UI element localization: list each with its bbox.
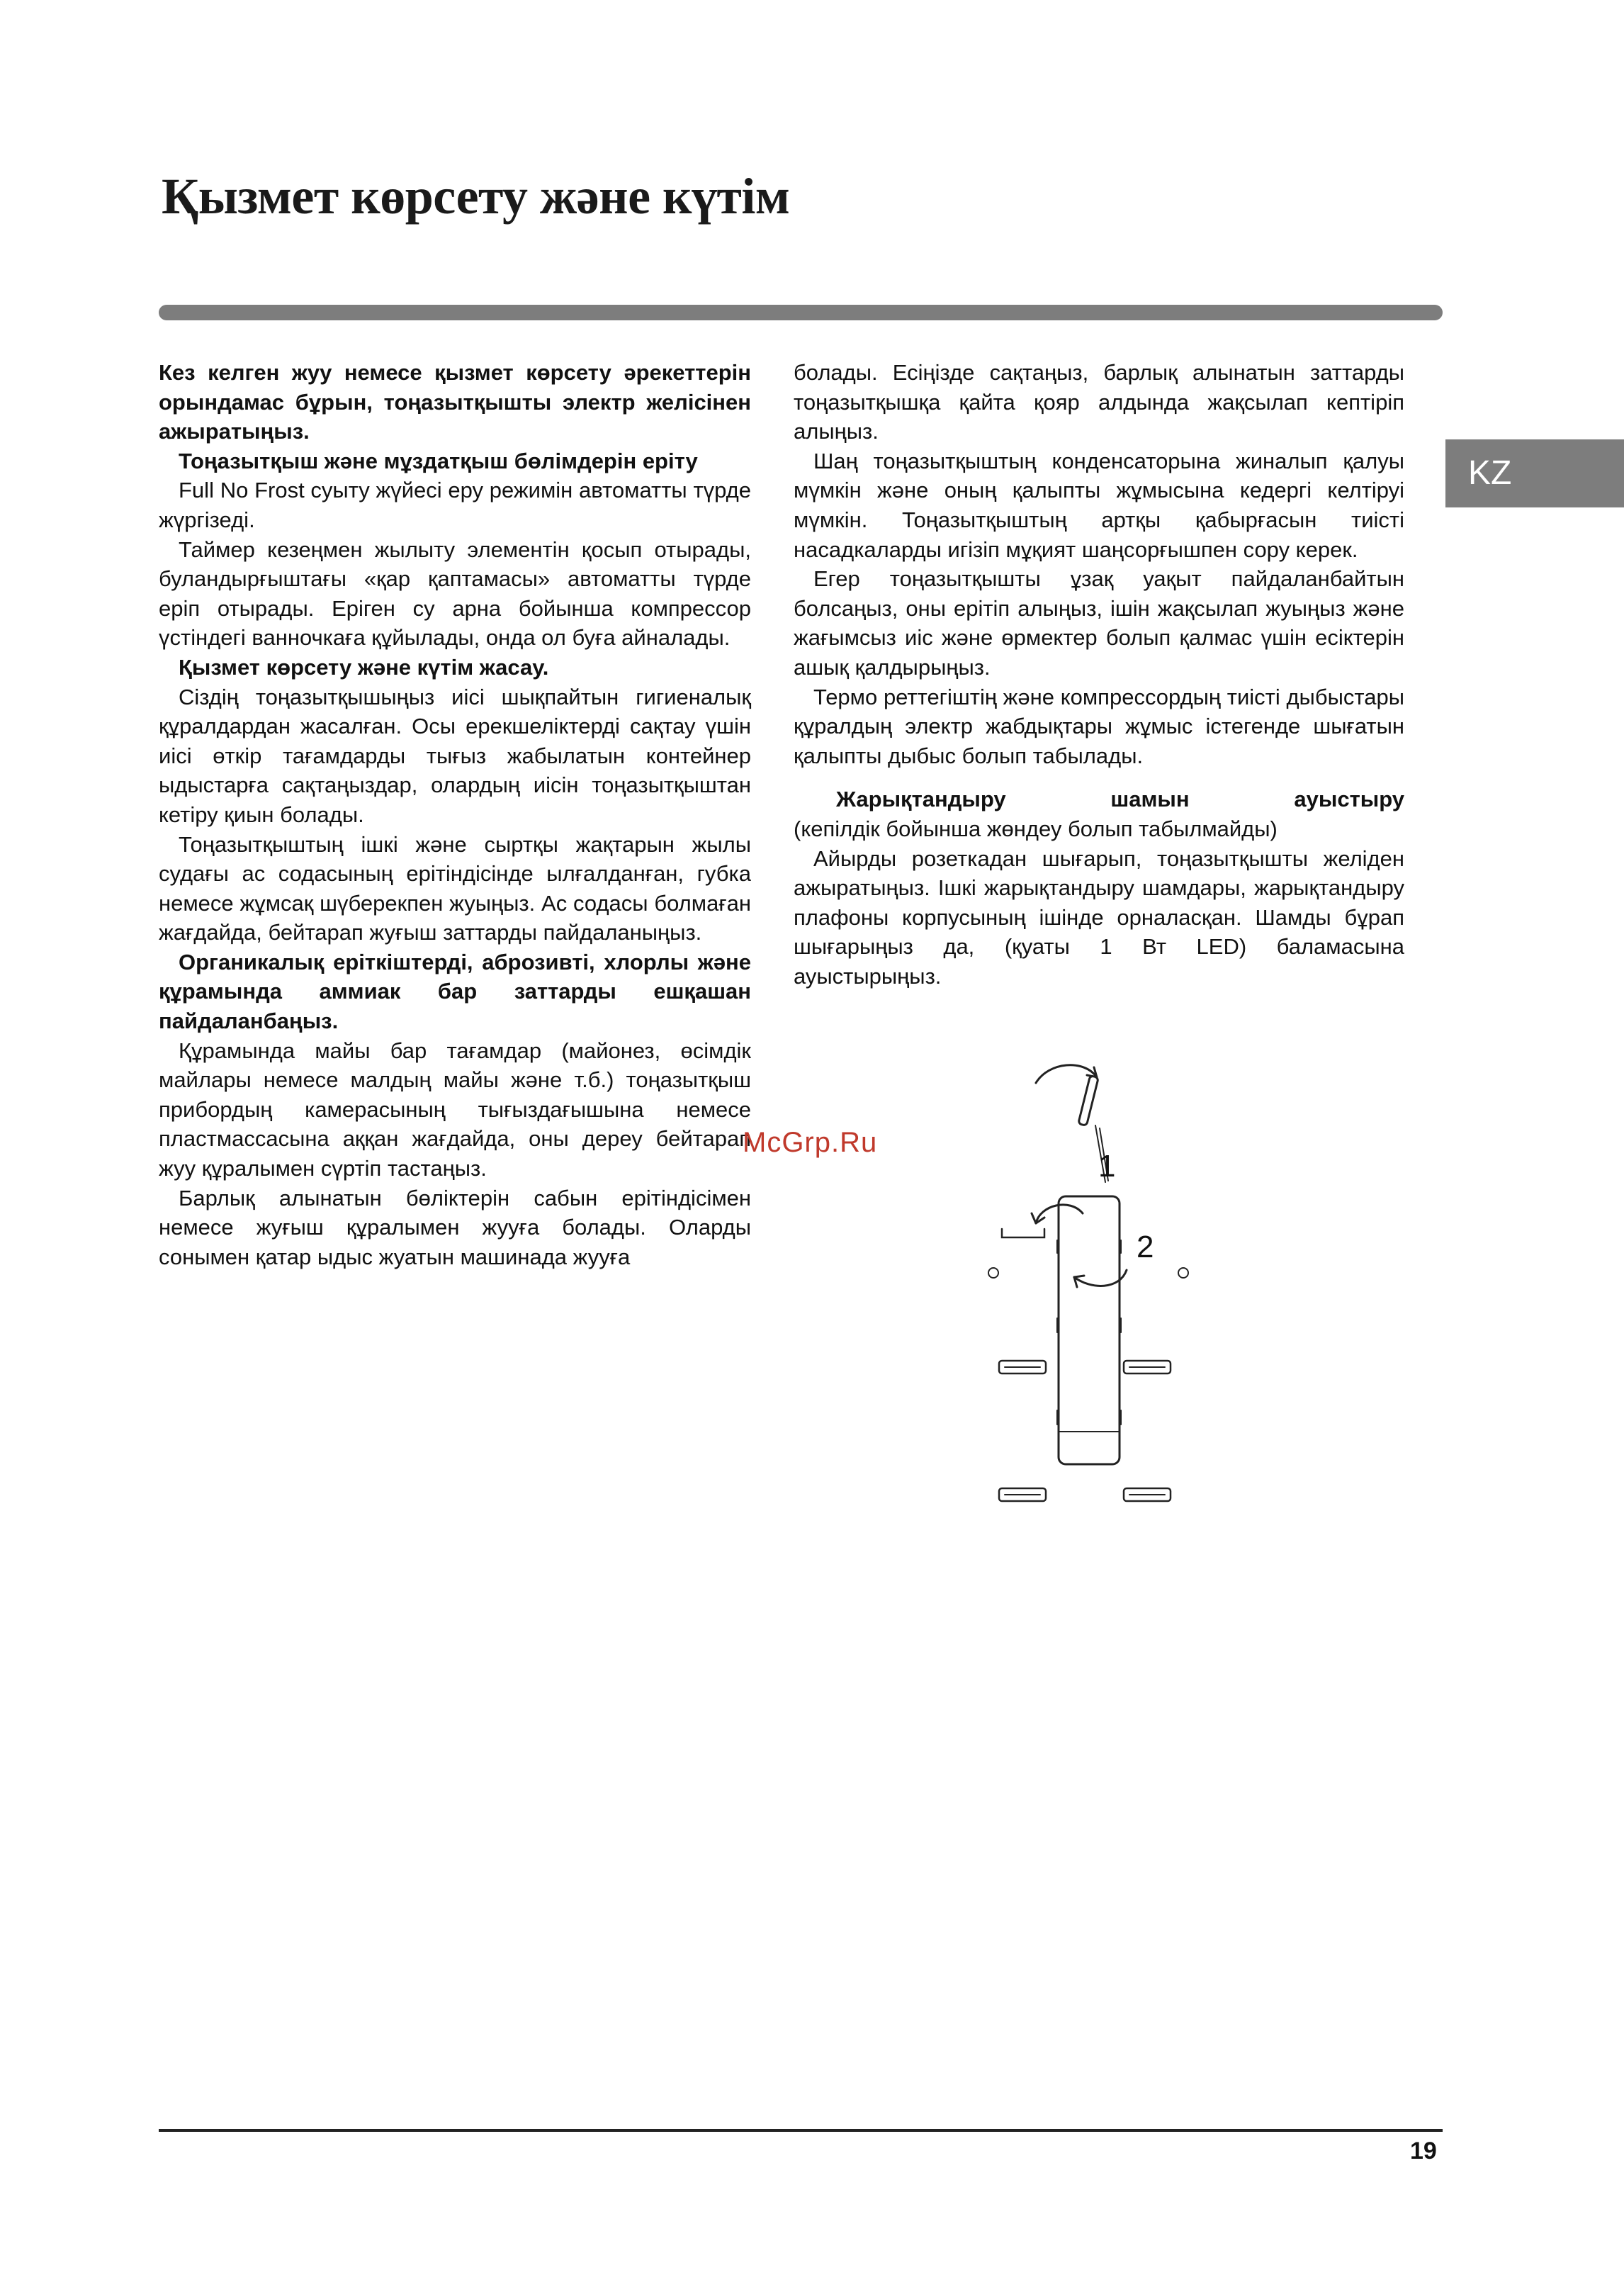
- paragraph: Тоңазытқыштың ішкі және сыртқы жақтарын жылы судағы ас содасының ерітіндісінде ылғалданған, губка немесе жұмсақ шүберекпен жуыңыз. Ас содасы болмаған жағдайда, бейтарап жуғыш заттарды пайдаланыңыз.: [159, 831, 751, 945]
- paragraph: Full No Frost суыту жүйесі еру режимін автоматты түрде жүргізеді.: [159, 478, 751, 532]
- warning-paragraph: Кез келген жуу немесе қызмет көрсету әрекеттерін орындамас бұрын, тоңазытқышты электр желісінен ажыратыңыз.: [159, 360, 751, 444]
- paragraph: болады. Есіңізде сақтаңыз, барлық алынатын заттарды тоңазытқышқа қайта қояр алдында жақсылап кептіріп алыңыз.: [794, 360, 1404, 444]
- defrost-heading: Тоңазытқыш және мұздатқыш бөлімдерін еріту: [179, 448, 698, 473]
- watermark: McGrp.Ru: [743, 1127, 878, 1158]
- solvent-warning: Органикалық еріткіштерді, аброзивті, хлорлы және құрамында аммиак бар заттарды ешқашан пайдаланбаңыз.: [159, 949, 751, 1034]
- paragraph: Барлық алынатын бөліктерін сабын ерітіндісімен немесе жуғыш құралымен жууға болады. Оларды сонымен қатар ыдыс жуатын машинада жууға: [159, 1185, 751, 1269]
- paragraph: Таймер кезеңмен жылыту элементін қосып отырады, буландырғыштағы «қар қаптамасы» автоматты түрде еріп отырады. Еріген су арна бойынша компрессор үстіндегі ванночкаға құйылады, онда ол буға айналады.: [159, 537, 751, 651]
- paragraph: Шаң тоңазытқыштың конденсаторына жиналып қалуы мүмкін және оның қалыпты жұмысына кедергі келтіруі мүмкін. Тоңазытқыштың артқы қабырғасын тиісті насадкаларды игізіп мұқият шаңсорғышпен сору керек.: [794, 448, 1404, 562]
- paragraph: Термо реттегіштің және компрессордың тиісті дыбыстары құралдың электр жабдықтары жұмыс істегенде шығатын қалыпты дыбыс болып табылады.: [794, 684, 1404, 768]
- language-tab: KZ: [1445, 439, 1624, 507]
- page-title: Қызмет көрсету және күтім: [162, 168, 790, 225]
- title-underline-bar: [159, 305, 1443, 320]
- maintenance-heading: Қызмет көрсету және күтім жасау.: [179, 654, 549, 680]
- paragraph: Сіздің тоңазытқышыңыз иісі шықпайтын гигиеналық құралдардан жасалған. Осы ерекшеліктерді сақтау үшін иісі өткір тағамдарды тығыз жабылатын контейнер ыдыстарға сақтаңыздар, олардың иісін тоңазытқыштан кетіру қиын болады.: [159, 684, 751, 827]
- page-number: 19: [1410, 2137, 1437, 2164]
- step-label-2: 2: [1137, 1230, 1154, 1264]
- lamp-housing: [1059, 1196, 1120, 1464]
- step-label-1: 1: [1098, 1149, 1116, 1184]
- lamp-replacement-heading: Жарықтандыру шамын ауыстыру: [836, 787, 1404, 812]
- rotation-arrow-icon: [1036, 1065, 1097, 1083]
- paragraph: Айырды розеткадан шығарып, тоңазытқышты желіден ажыратыңыз. Ішкі жарықтандыру шамдары, жарықтандыру плафоны корпусының ішінде орналасқан. Шамды бұрап шығарыңыз да, (қуаты 1 Вт LED) баламасына ауыстырыңыз.: [794, 846, 1404, 989]
- warranty-note: (кепілдік бойынша жөндеу болып табылмайды): [794, 816, 1278, 841]
- lamp-replacement-diagram: [978, 1049, 1233, 1517]
- right-text-column: [794, 358, 1404, 991]
- paragraph: Егер тоңазытқышты ұзақ уақыт пайдаланбайтын болсаңыз, оны ерітіп алыңыз, ішін жақсылап жуыңыз және жағымсыз иіс және өрмектер болып қалмас үшін есіктерін ашық қалдырыңыз.: [794, 566, 1404, 680]
- left-text-column: [159, 358, 751, 1271]
- footer-rule: [159, 2129, 1443, 2132]
- paragraph: Құрамында майы бар тағамдар (майонез, өсімдік майлары немесе малдың майы және т.б.) тоңазытқыш прибордың камерасының тығыздағышына немесе пластмассасына аққан жағдайда, оны дереу бейтарап жуу құралымен сүртіп тастаңыз.: [159, 1038, 751, 1181]
